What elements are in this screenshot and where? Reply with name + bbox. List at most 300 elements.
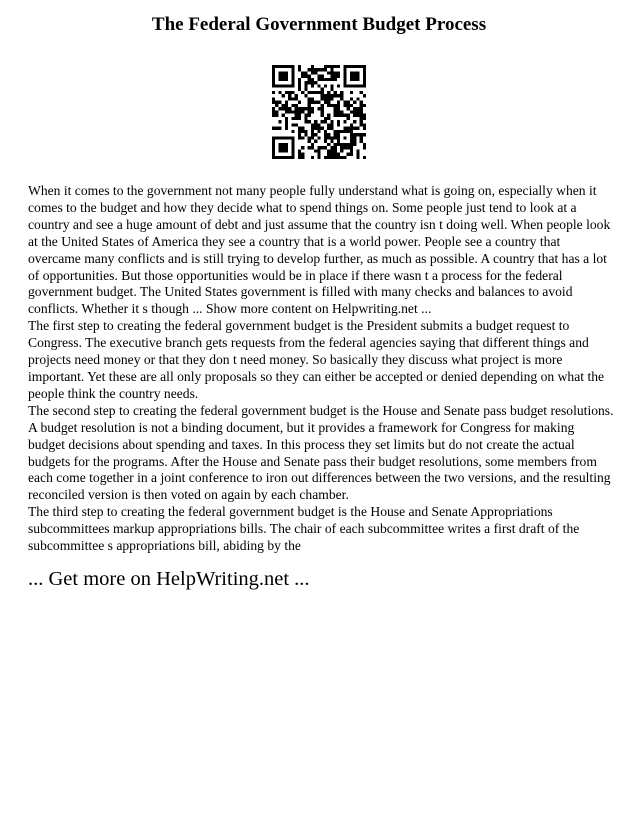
- qr-module: [350, 143, 353, 146]
- paragraph-step-two: The second step to creating the federal government budget is the House and Senate pass budget resolutions. A budget resolution is not a binding document, but it provides a framework for Congress for making budget decisions about spending and taxes. In this process they set limits but do not create the actual budgets for the programs. After the House and Senate pass their budget resolutions, some members from each come together in a joint conference to iron out differences between the two versions, and the resulting reconciled version is then voted on again by each chamber.: [28, 402, 614, 503]
- qr-module: [321, 91, 324, 94]
- qr-module: [356, 84, 359, 87]
- qr-module: [363, 68, 366, 71]
- qr-module: [353, 101, 356, 104]
- qr-module: [288, 136, 291, 139]
- qr-module: [327, 101, 330, 104]
- qr-module: [314, 140, 317, 143]
- qr-module: [340, 143, 343, 146]
- qr-module: [298, 88, 301, 91]
- qr-module: [285, 123, 288, 126]
- qr-module: [285, 84, 288, 87]
- qr-module: [321, 94, 324, 97]
- qr-module: [272, 136, 275, 139]
- qr-module: [330, 136, 333, 139]
- qr-module: [343, 120, 346, 123]
- qr-module: [291, 117, 294, 120]
- qr-module: [337, 104, 340, 107]
- qr-module: [340, 149, 343, 152]
- qr-module: [343, 75, 346, 78]
- qr-module: [304, 120, 307, 123]
- qr-module: [275, 136, 278, 139]
- qr-module: [311, 123, 314, 126]
- qr-module: [311, 71, 314, 74]
- qr-module: [353, 120, 356, 123]
- qr-module: [363, 133, 366, 136]
- qr-module: [304, 71, 307, 74]
- qr-module: [353, 75, 356, 78]
- qr-module: [330, 146, 333, 149]
- qr-module: [272, 127, 275, 130]
- qr-module: [298, 81, 301, 84]
- qr-module: [311, 91, 314, 94]
- qr-module: [298, 78, 301, 81]
- qr-module: [363, 127, 366, 130]
- qr-module: [356, 133, 359, 136]
- qr-module: [347, 101, 350, 104]
- qr-module: [314, 101, 317, 104]
- qr-module: [311, 133, 314, 136]
- qr-module: [334, 110, 337, 113]
- qr-module: [334, 149, 337, 152]
- qr-module: [360, 91, 363, 94]
- qr-module: [347, 153, 350, 156]
- qr-module: [330, 94, 333, 97]
- qr-module: [304, 114, 307, 117]
- qr-module: [350, 127, 353, 130]
- qr-module: [291, 130, 294, 133]
- qr-module: [337, 123, 340, 126]
- qr-module: [330, 65, 333, 68]
- qr-module: [301, 107, 304, 110]
- qr-module: [360, 136, 363, 139]
- qr-module: [282, 84, 285, 87]
- qr-module: [278, 127, 281, 130]
- qr-module: [317, 68, 320, 71]
- qr-module: [317, 127, 320, 130]
- qr-module: [291, 75, 294, 78]
- qr-module: [334, 156, 337, 159]
- qr-module: [350, 136, 353, 139]
- qr-module: [350, 71, 353, 74]
- qr-module: [291, 84, 294, 87]
- qr-module: [272, 65, 275, 68]
- qr-module: [340, 97, 343, 100]
- qr-module: [343, 78, 346, 81]
- qr-module: [356, 97, 359, 100]
- qr-module: [308, 120, 311, 123]
- qr-module: [321, 68, 324, 71]
- qr-module: [347, 114, 350, 117]
- qr-module: [360, 117, 363, 120]
- qr-module: [295, 104, 298, 107]
- qr-module: [337, 153, 340, 156]
- qr-module: [363, 65, 366, 68]
- qr-module: [347, 130, 350, 133]
- qr-module: [304, 130, 307, 133]
- qr-module: [308, 101, 311, 104]
- qr-module: [311, 146, 314, 149]
- qr-module: [324, 120, 327, 123]
- qr-module: [356, 156, 359, 159]
- qr-module: [272, 114, 275, 117]
- qr-module: [353, 133, 356, 136]
- qr-module: [363, 156, 366, 159]
- qr-module: [304, 75, 307, 78]
- qr-module: [285, 110, 288, 113]
- qr-module: [363, 143, 366, 146]
- qr-module: [324, 68, 327, 71]
- qr-module: [311, 107, 314, 110]
- qr-module: [343, 65, 346, 68]
- qr-module: [272, 84, 275, 87]
- qr-module: [311, 97, 314, 100]
- qr-module: [350, 91, 353, 94]
- document-title: The Federal Government Budget Process: [151, 14, 487, 35]
- qr-module: [311, 81, 314, 84]
- qr-module: [275, 110, 278, 113]
- qr-module: [321, 88, 324, 91]
- qr-module: [285, 127, 288, 130]
- qr-module: [301, 127, 304, 130]
- qr-module: [291, 97, 294, 100]
- qr-module: [317, 130, 320, 133]
- qr-module: [360, 101, 363, 104]
- qr-module: [353, 78, 356, 81]
- qr-module: [334, 143, 337, 146]
- qr-module: [295, 97, 298, 100]
- qr-module: [337, 84, 340, 87]
- qr-module: [308, 110, 311, 113]
- qr-module: [321, 110, 324, 113]
- qr-module: [353, 65, 356, 68]
- qr-module: [282, 71, 285, 74]
- qr-module: [343, 84, 346, 87]
- qr-module: [360, 120, 363, 123]
- qr-module: [334, 104, 337, 107]
- qr-module: [347, 65, 350, 68]
- qr-module: [340, 110, 343, 113]
- qr-module: [350, 104, 353, 107]
- qr-module: [317, 123, 320, 126]
- qr-module: [324, 156, 327, 159]
- qr-module: [324, 94, 327, 97]
- qr-module: [350, 140, 353, 143]
- qr-module: [272, 101, 275, 104]
- qr-module: [308, 107, 311, 110]
- qr-module: [353, 110, 356, 113]
- qr-module: [308, 91, 311, 94]
- qr-module: [330, 149, 333, 152]
- qr-module: [311, 78, 314, 81]
- qr-module: [301, 146, 304, 149]
- qr-module: [285, 143, 288, 146]
- qr-module: [343, 104, 346, 107]
- qr-module: [285, 156, 288, 159]
- qr-module: [311, 68, 314, 71]
- qr-module: [356, 78, 359, 81]
- qr-module: [278, 78, 281, 81]
- qr-module: [337, 140, 340, 143]
- qr-module: [278, 91, 281, 94]
- qr-module: [308, 104, 311, 107]
- qr-module: [285, 120, 288, 123]
- qr-module: [330, 123, 333, 126]
- qr-module: [321, 75, 324, 78]
- qr-module: [343, 127, 346, 130]
- qr-module: [327, 65, 330, 68]
- qr-module: [334, 75, 337, 78]
- qr-module: [272, 97, 275, 100]
- paragraph-intro: When it comes to the government not many people fully understand what is going on, especially when it comes to the budget and how they decide what to spend things on. Some people just tend to look at a country and see a huge amount of debt and just assume that the country isn t doing well. When people look at the United States of America they see a country that is a world power. People see a country that overcame many conflicts and is still trying to develop further, as much as possible. A country that has a lot of opportunities. But those opportunities would be in place if there wasn t a process for the federal government budget. The United States government is filled with many checks and balances to avoid conflicts. Whether it s though ... Show more content on Helpwriting.net ...: [28, 183, 611, 317]
- qr-module: [291, 143, 294, 146]
- qr-module: [321, 127, 324, 130]
- qr-module: [301, 156, 304, 159]
- qr-module: [324, 117, 327, 120]
- qr-module: [291, 65, 294, 68]
- qr-module: [327, 91, 330, 94]
- qr-module: [278, 107, 281, 110]
- qr-module: [272, 156, 275, 159]
- qr-module: [285, 65, 288, 68]
- qr-module: [285, 75, 288, 78]
- qr-module: [327, 153, 330, 156]
- qr-module: [272, 75, 275, 78]
- qr-module: [282, 94, 285, 97]
- qr-module: [278, 84, 281, 87]
- qr-module: [308, 140, 311, 143]
- qr-module: [340, 91, 343, 94]
- qr-module: [304, 84, 307, 87]
- qr-module: [360, 114, 363, 117]
- qr-module: [272, 68, 275, 71]
- qr-module: [327, 143, 330, 146]
- qr-module: [353, 84, 356, 87]
- qr-module: [272, 71, 275, 74]
- qr-module: [295, 107, 298, 110]
- qr-module: [324, 101, 327, 104]
- qr-module: [360, 107, 363, 110]
- qr-module: [347, 146, 350, 149]
- qr-module: [272, 78, 275, 81]
- qr-module: [343, 136, 346, 139]
- get-more-link[interactable]: ... Get more on HelpWriting.net ...: [28, 568, 310, 590]
- qr-module: [353, 114, 356, 117]
- qr-module: [311, 65, 314, 68]
- qr-module: [317, 146, 320, 149]
- qr-module: [327, 149, 330, 152]
- qr-module: [343, 143, 346, 146]
- qr-module: [363, 146, 366, 149]
- qr-module: [298, 156, 301, 159]
- qr-module: [308, 78, 311, 81]
- qr-module: [350, 110, 353, 113]
- qr-module: [291, 81, 294, 84]
- qr-module: [324, 97, 327, 100]
- qr-module: [317, 84, 320, 87]
- qr-module: [314, 123, 317, 126]
- qr-module: [311, 156, 314, 159]
- qr-module: [324, 140, 327, 143]
- qr-module: [272, 146, 275, 149]
- qr-module: [301, 110, 304, 113]
- qr-module: [282, 107, 285, 110]
- qr-module: [350, 146, 353, 149]
- qr-module: [356, 107, 359, 110]
- qr-module: [327, 94, 330, 97]
- qr-module: [363, 71, 366, 74]
- qr-module: [356, 153, 359, 156]
- qr-module: [275, 127, 278, 130]
- qr-module: [301, 75, 304, 78]
- qr-module: [285, 104, 288, 107]
- qr-module: [301, 130, 304, 133]
- qr-module: [298, 130, 301, 133]
- qr-module: [272, 149, 275, 152]
- qr-module: [330, 68, 333, 71]
- qr-module: [291, 78, 294, 81]
- qr-module: [353, 140, 356, 143]
- qr-module: [275, 65, 278, 68]
- qr-code-icon[interactable]: [272, 65, 366, 159]
- paragraph-step-one: The first step to creating the federal government budget is the President submits a budget request to Congress. The executive branch gets requests from the federal agencies saying that different things and projects need money or that they don t need money. So basically they discuss what project is more important. Yet these are all only proposals so they can either be accepted or denied depending on what the people think the country needs.: [28, 318, 605, 401]
- qr-module: [363, 84, 366, 87]
- qr-module: [353, 71, 356, 74]
- qr-module: [272, 107, 275, 110]
- qr-module: [272, 143, 275, 146]
- qr-module: [298, 127, 301, 130]
- qr-module: [350, 75, 353, 78]
- qr-module: [343, 68, 346, 71]
- qr-module: [311, 101, 314, 104]
- qr-module: [295, 123, 298, 126]
- qr-module: [317, 156, 320, 159]
- qr-module: [337, 156, 340, 159]
- qr-module: [288, 97, 291, 100]
- qr-module: [278, 143, 281, 146]
- qr-module: [340, 146, 343, 149]
- qr-module: [337, 71, 340, 74]
- qr-module: [350, 97, 353, 100]
- qr-module: [353, 136, 356, 139]
- qr-module: [317, 75, 320, 78]
- qr-module: [288, 94, 291, 97]
- qr-module: [272, 81, 275, 84]
- qr-module: [334, 78, 337, 81]
- qr-module: [363, 104, 366, 107]
- qr-module: [314, 71, 317, 74]
- qr-module: [291, 156, 294, 159]
- qr-module: [334, 146, 337, 149]
- qr-module: [321, 97, 324, 100]
- qr-module: [317, 107, 320, 110]
- qr-module: [272, 153, 275, 156]
- qr-module: [353, 143, 356, 146]
- qr-module: [314, 127, 317, 130]
- qr-module: [356, 149, 359, 152]
- qr-module: [308, 114, 311, 117]
- qr-module: [285, 107, 288, 110]
- qr-module: [334, 133, 337, 136]
- qr-module: [301, 91, 304, 94]
- qr-module: [291, 110, 294, 113]
- qr-module: [321, 104, 324, 107]
- qr-module: [343, 81, 346, 84]
- qr-module: [343, 156, 346, 159]
- qr-module: [340, 130, 343, 133]
- qr-module: [288, 156, 291, 159]
- qr-module: [330, 156, 333, 159]
- qr-module: [278, 146, 281, 149]
- qr-module: [308, 81, 311, 84]
- qr-module: [291, 104, 294, 107]
- qr-module: [347, 104, 350, 107]
- qr-module: [282, 136, 285, 139]
- qr-module: [275, 101, 278, 104]
- qr-module: [304, 133, 307, 136]
- qr-module: [321, 146, 324, 149]
- qr-module: [324, 130, 327, 133]
- qr-module: [324, 133, 327, 136]
- qr-module: [304, 117, 307, 120]
- qr-module: [334, 71, 337, 74]
- qr-module: [298, 149, 301, 152]
- qr-module: [327, 78, 330, 81]
- qr-module: [282, 75, 285, 78]
- qr-module: [360, 123, 363, 126]
- qr-module: [363, 81, 366, 84]
- qr-module: [291, 68, 294, 71]
- qr-module: [304, 94, 307, 97]
- qr-module: [360, 133, 363, 136]
- qr-module: [340, 94, 343, 97]
- qr-module: [321, 114, 324, 117]
- qr-module: [285, 91, 288, 94]
- qr-module: [317, 78, 320, 81]
- qr-module: [278, 120, 281, 123]
- qr-module: [291, 136, 294, 139]
- qr-module: [347, 84, 350, 87]
- qr-module: [337, 120, 340, 123]
- qr-module: [311, 84, 314, 87]
- qr-module: [330, 71, 333, 74]
- qr-module: [337, 110, 340, 113]
- qr-module: [356, 75, 359, 78]
- qr-module: [298, 101, 301, 104]
- qr-module: [327, 97, 330, 100]
- qr-module: [324, 65, 327, 68]
- qr-module: [350, 153, 353, 156]
- qr-module: [285, 117, 288, 120]
- qr-module: [272, 91, 275, 94]
- qr-module: [282, 104, 285, 107]
- qr-module: [330, 104, 333, 107]
- qr-module: [282, 65, 285, 68]
- qr-code-graphic: [272, 65, 366, 159]
- qr-module: [343, 101, 346, 104]
- qr-module: [295, 110, 298, 113]
- qr-module: [304, 81, 307, 84]
- qr-module: [314, 68, 317, 71]
- qr-module: [350, 78, 353, 81]
- qr-module: [324, 84, 327, 87]
- qr-module: [275, 84, 278, 87]
- qr-module: [308, 136, 311, 139]
- qr-module: [298, 117, 301, 120]
- qr-module: [288, 84, 291, 87]
- qr-module: [363, 114, 366, 117]
- qr-module: [282, 146, 285, 149]
